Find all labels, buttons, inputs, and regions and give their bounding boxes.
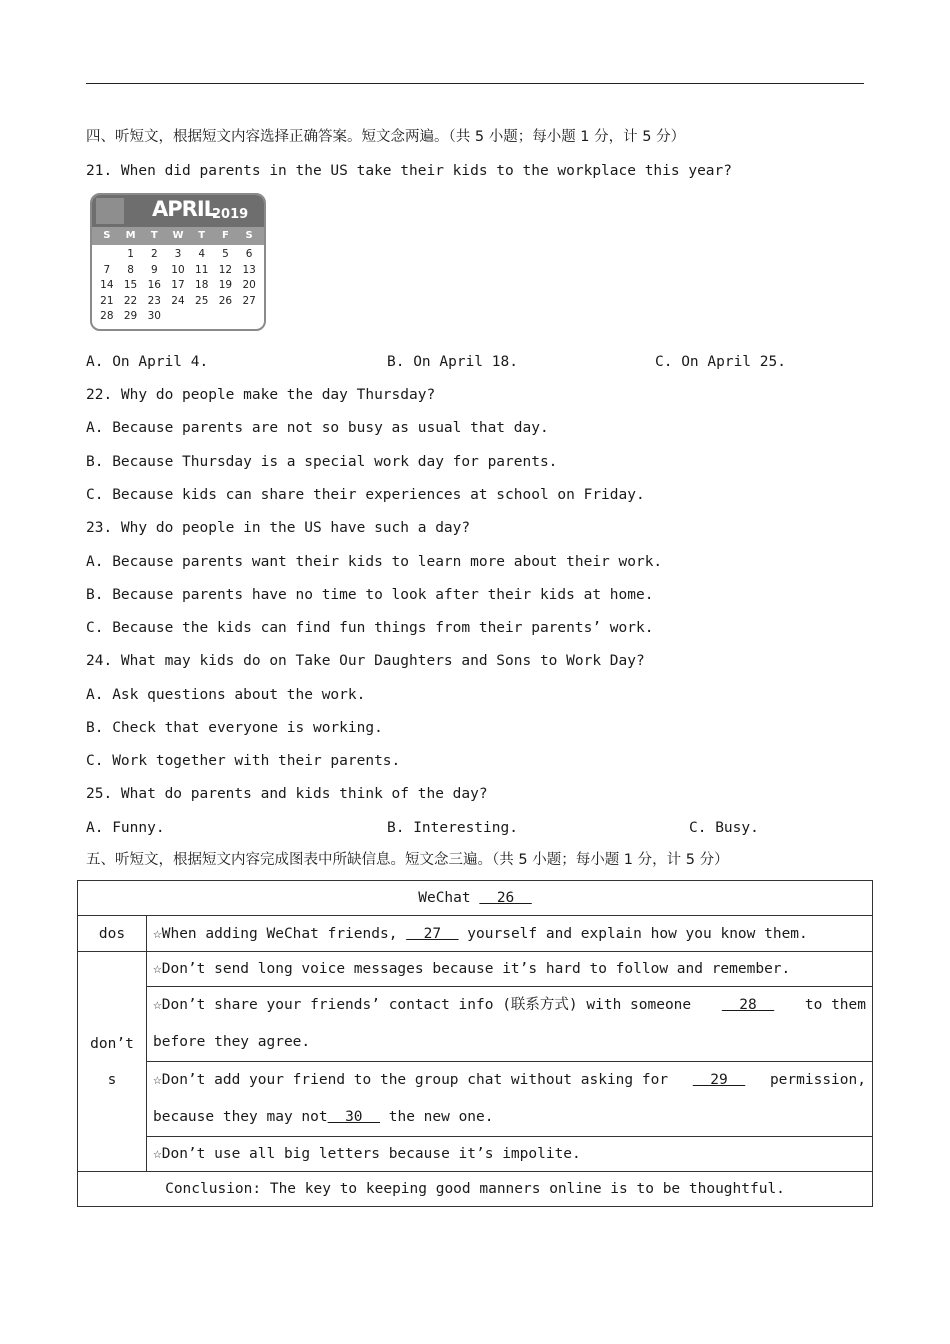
question-21: 21. When did parents in the US take their kids to the workplace this year? xyxy=(86,163,733,179)
blank-27[interactable]: 27 xyxy=(406,925,459,942)
calendar-day xyxy=(214,309,238,325)
calendar-weekday: S xyxy=(103,230,111,241)
section4-heading: 四、听短文，根据短文内容选择正确答案。短文念两遍。（共 5 小题；每小题 1 分，计 5 分） xyxy=(86,129,686,145)
calendar-weekday: T xyxy=(150,230,158,241)
section5-heading: 五、听短文，根据短文内容完成图表中所缺信息。短文念三遍。（共 5 小题；每小题 1 分，计 5 分） xyxy=(86,852,729,868)
calendar-day: 16 xyxy=(147,279,161,291)
dont2-text-c: before they agree. xyxy=(153,1034,311,1050)
q24-option-c: C. Work together with their parents. xyxy=(86,753,401,769)
dont3-text-d: the new one. xyxy=(388,1109,494,1125)
table-row xyxy=(78,1172,873,1207)
calendar-day: 7 xyxy=(103,263,111,276)
calendar-day: 30 xyxy=(147,310,161,322)
calendar-day xyxy=(237,309,261,325)
dont-3 xyxy=(147,1062,873,1137)
calendar-day: 19 xyxy=(218,279,233,291)
q21-option-a: A. On April 4. xyxy=(86,354,209,370)
q23-option-a: A. Because parents want their kids to learn more about their work. xyxy=(86,554,663,570)
q25-option-c: C. Busy. xyxy=(689,820,759,836)
calendar-day: 28 xyxy=(100,310,114,322)
calendar-day: 3 xyxy=(174,248,182,260)
q21-option-c: C. On April 25. xyxy=(655,354,786,370)
calendar-day: 20 xyxy=(242,279,256,291)
calendar-weekday: M xyxy=(125,230,136,241)
calendar-day: 14 xyxy=(100,279,114,291)
donts-label xyxy=(78,952,147,1172)
dont2-text-b: to them xyxy=(804,997,866,1013)
q21-option-b: B. On April 18. xyxy=(387,354,518,370)
dont2-text-a: ☆Don’t share your friends’ contact info (联系方式) with someone xyxy=(153,997,692,1013)
calendar-day: 6 xyxy=(245,248,253,260)
table-row xyxy=(78,1062,873,1137)
conclusion: Conclusion: The key to keeping good manners online is to be thoughtful. xyxy=(78,1172,873,1207)
q23-option-c: C. Because the kids can find fun things from their parents’ work. xyxy=(86,620,654,636)
question-24: 24. What may kids do on Take Our Daughters and Sons to Work Day? xyxy=(86,653,645,669)
dont3-text-b: permission, xyxy=(769,1072,866,1088)
calendar-weekday: W xyxy=(172,230,184,241)
table-row xyxy=(78,881,873,916)
calendar-day: 18 xyxy=(195,279,209,291)
dont-1: ☆Don’t send long voice messages because it’s hard to follow and remember. xyxy=(147,952,873,987)
dont3-text-c: because they may not xyxy=(153,1109,328,1125)
calendar-day xyxy=(190,309,214,325)
dont-2 xyxy=(147,987,873,1062)
calendar-weekday: F xyxy=(222,230,229,241)
dont-4: ☆Don’t use all big letters because it’s impolite. xyxy=(147,1137,873,1172)
q22-option-c: C. Because kids can share their experiences at school on Friday. xyxy=(86,487,645,503)
calendar-day: 29 xyxy=(123,310,138,322)
table-row xyxy=(78,1137,873,1172)
calendar-day: 25 xyxy=(195,294,209,307)
calendar-day: 5 xyxy=(222,248,229,260)
q24-option-b: B. Check that everyone is working. xyxy=(86,720,383,736)
calendar-weekday: S xyxy=(245,230,253,241)
blank-26[interactable]: 26 xyxy=(479,890,532,906)
calendar-day: 17 xyxy=(171,279,185,291)
dos-text-a: ☆When adding WeChat friends, xyxy=(153,925,398,942)
blank-28[interactable]: 28 xyxy=(721,997,775,1013)
table-title: WeChat xyxy=(418,890,471,906)
calendar-year: 2019 xyxy=(212,207,249,222)
calendar-weekday: T xyxy=(198,230,206,241)
table-row xyxy=(78,916,873,952)
calendar-day: 10 xyxy=(171,263,185,276)
table-title-cell xyxy=(78,881,873,916)
q25-option-a: A. Funny. xyxy=(86,820,165,836)
calendar-day: 15 xyxy=(123,279,138,291)
table-row xyxy=(78,952,873,987)
wechat-manners-table xyxy=(77,880,873,1207)
calendar-day: 1 xyxy=(127,248,134,260)
q24-option-a: A. Ask questions about the work. xyxy=(86,687,366,703)
blank-29[interactable]: 29 xyxy=(692,1072,746,1088)
calendar-weekdays xyxy=(92,227,264,245)
blank-30[interactable]: 30 xyxy=(327,1109,380,1125)
q22-option-a: A. Because parents are not so busy as usual that day. xyxy=(86,420,549,436)
calendar-day xyxy=(95,247,119,263)
calendar-day: 2 xyxy=(150,248,158,260)
donts-label-line1: don’t xyxy=(90,1035,134,1052)
header-rule xyxy=(86,83,864,84)
calendar-days xyxy=(92,245,264,325)
dos-cell xyxy=(147,916,873,952)
q22-option-b: B. Because Thursday is a special work day for parents. xyxy=(86,454,558,470)
q23-option-b: B. Because parents have no time to look after their kids at home. xyxy=(86,587,654,603)
calendar-day: 27 xyxy=(242,294,256,307)
calendar-day: 26 xyxy=(218,294,233,307)
question-22: 22. Why do people make the day Thursday? xyxy=(86,387,436,403)
calendar-day: 13 xyxy=(242,263,256,276)
calendar-day: 4 xyxy=(198,248,206,260)
calendar-month: APRIL xyxy=(152,197,217,221)
dos-text-b: yourself and explain how you know them. xyxy=(467,925,808,942)
calendar-day: 8 xyxy=(127,263,134,276)
q25-option-b: B. Interesting. xyxy=(387,820,518,836)
dos-label: dos xyxy=(78,916,147,952)
calendar-day: 11 xyxy=(195,263,209,276)
donts-label-line2: s xyxy=(107,1071,117,1088)
calendar-day xyxy=(166,309,190,325)
question-25: 25. What do parents and kids think of the day? xyxy=(86,786,488,802)
calendar-day: 24 xyxy=(171,294,185,307)
question-23: 23. Why do people in the US have such a day? xyxy=(86,520,471,536)
table-row xyxy=(78,987,873,1062)
calendar-day: 23 xyxy=(147,294,161,307)
calendar-day: 21 xyxy=(100,294,114,307)
calendar-day: 9 xyxy=(150,263,158,276)
calendar-day: 22 xyxy=(123,294,138,307)
dont3-text-a: ☆Don’t add your friend to the group chat without asking for xyxy=(153,1072,669,1088)
calendar-day: 12 xyxy=(218,263,233,276)
april-calendar xyxy=(90,193,266,331)
